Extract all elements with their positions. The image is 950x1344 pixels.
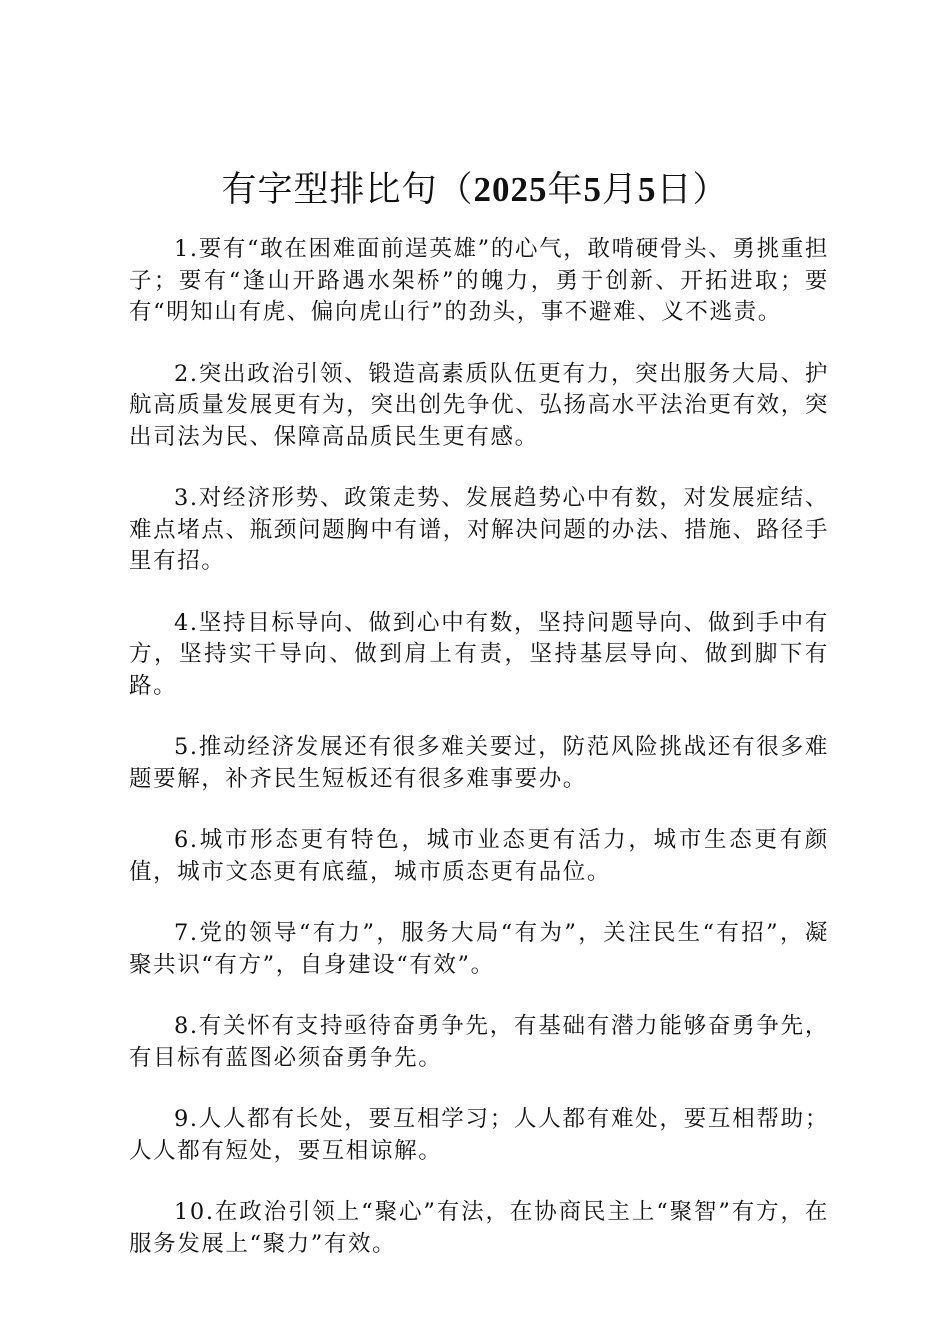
paragraph: 7.党的领导“有力”，服务大局“有为”，关注民生“有招”，凝聚共识“有方”，自身建设“有效”。: [129, 920, 829, 978]
paragraph: 2.突出政治引领、锻造高素质队伍更有力，突出服务大局、护航高质量发展更有为，突出创先争优、弘扬高水平法治更有效，突出司法为民、保障高品质民生更有感。: [129, 360, 829, 450]
title-month-unit: 月: [602, 170, 639, 210]
paragraph: 5.推动经济发展还有很多难关要过，防范风险挑战还有很多难题要解，补齐民生短板还有很多难事要办。: [129, 734, 829, 792]
title-text: 有字型排比句（: [221, 170, 474, 210]
document-body: [129, 234, 829, 1290]
paragraph: 1.要有“敢在困难面前逞英雄”的心气，敢啃硬骨头、勇挑重担子；要有“逢山开路遇水架桥”的魄力，勇于创新、开拓进取；要有“明知山有虎、偏向虎山行”的劲头，事不避难、义不逃责。: [129, 236, 829, 325]
paragraph: 3.对经济形势、政策走势、发展趋势心中有数，对发展症结、难点堵点、瓶颈问题胸中有谱，对解决问题的办法、措施、路径手里有招。: [129, 485, 829, 574]
title-day: 5: [638, 170, 657, 209]
paragraph: 10.在政治引领上“聚心”有法，在协商民主上“聚智”有方，在服务发展上“聚力”有效。: [129, 1199, 829, 1257]
paragraph: 8.有关怀有支持亟待奋勇争先，有基础有潜力能够奋勇争先，有目标有蓝图必须奋勇争先。: [129, 1013, 829, 1071]
title-year-unit: 年: [547, 170, 584, 210]
paragraph: 6.城市形态更有特色，城市业态更有活力，城市生态更有颜值，城市文态更有底蕴，城市质态更有品位。: [129, 827, 829, 885]
title-day-unit: 日）: [656, 170, 729, 210]
title-year: 2025: [473, 170, 548, 209]
paragraph: 9.人人都有长处，要互相学习；人人都有难处，要互相帮助；人人都有短处，要互相谅解。: [129, 1106, 829, 1164]
title-month: 5: [583, 170, 602, 209]
document-title: [0, 166, 950, 214]
paragraph: 4.坚持目标导向、做到心中有数，坚持问题导向、做到手中有方，坚持实干导向、做到肩上有责，坚持基层导向、做到脚下有路。: [129, 609, 829, 699]
